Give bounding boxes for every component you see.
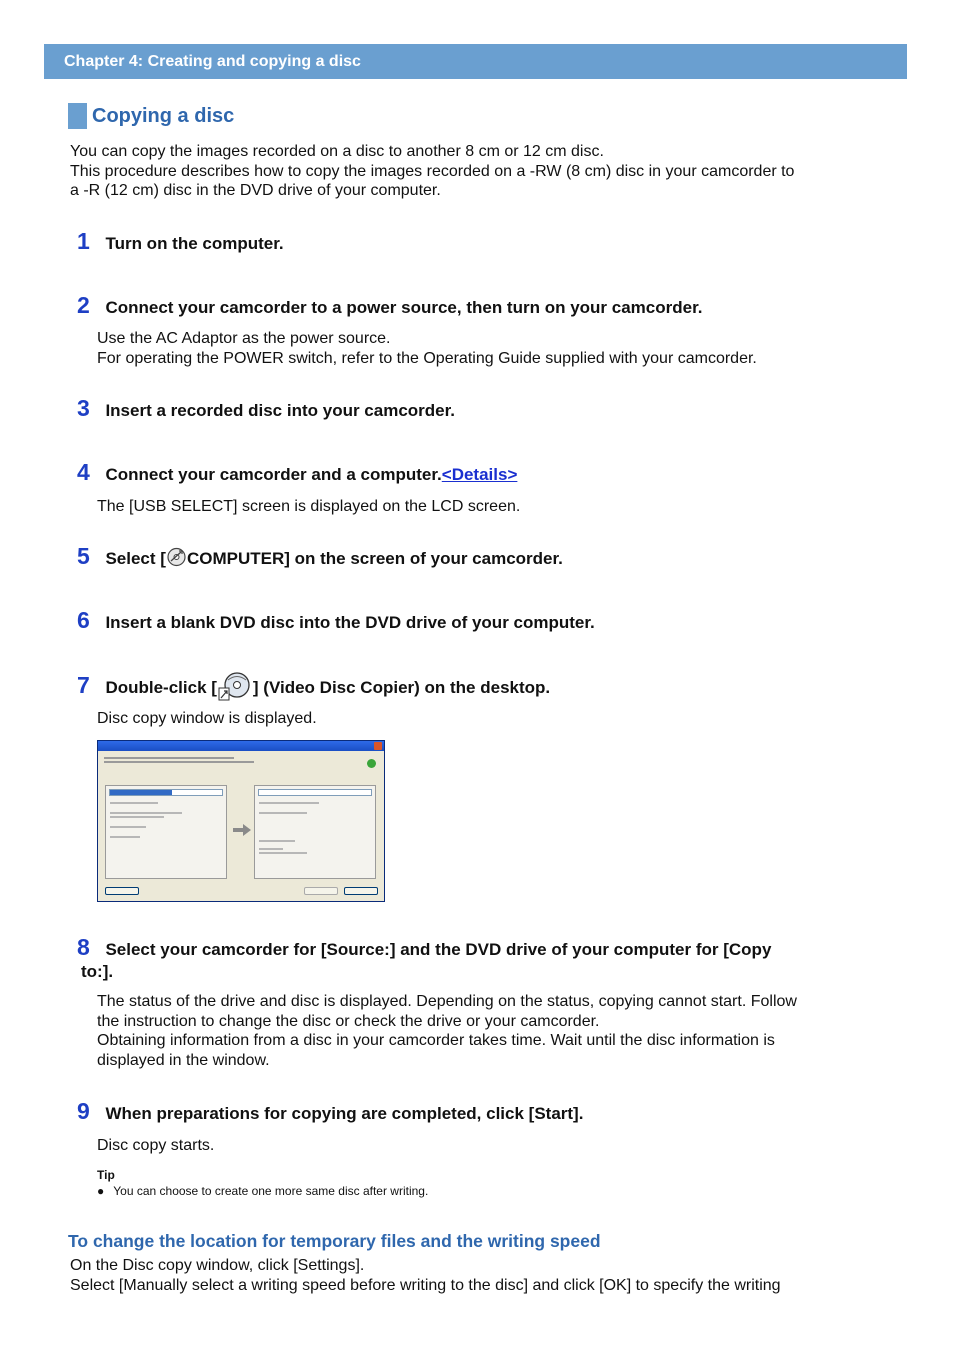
computer-disc-icon <box>166 547 187 572</box>
outro-line: Select [Manually select a writing speed before writing to the disc] and click [OK] to specify the writing <box>70 1277 781 1294</box>
outro-paragraph <box>70 1256 890 1296</box>
step-2 <box>77 292 887 319</box>
step-title-line-1: Select your camcorder for [Source:] and the DVD drive of your computer for [Copy <box>105 940 772 959</box>
step-8-body <box>97 992 887 1070</box>
details-link[interactable]: <Details> <box>441 465 518 484</box>
step-title-post: ] (Video Disc Copier) on the desktop. <box>252 677 551 697</box>
subheading: To change the location for temporary files and the writing speed <box>68 1231 601 1251</box>
section-title <box>68 103 234 129</box>
step-number: 3 <box>77 395 90 421</box>
step-9-body <box>97 1136 887 1156</box>
copy-to-pane <box>254 785 376 879</box>
arrow-right-icon <box>233 823 251 835</box>
step-9 <box>77 1098 887 1125</box>
chapter-header: Chapter 4: Creating and copying a disc <box>44 44 907 79</box>
window-instructions <box>98 751 384 767</box>
step-7 <box>77 671 887 706</box>
window-titlebar <box>98 741 384 751</box>
tip-label: Tip <box>97 1168 115 1182</box>
step-title: Insert a recorded disc into your camcorder. <box>105 401 456 420</box>
step-title: Connect your camcorder to a power source, then turn on your camcorder. <box>105 298 703 317</box>
step-1 <box>77 228 887 255</box>
step-title <box>105 465 517 484</box>
section-title-text: Copying a disc <box>92 104 235 127</box>
step-title <box>105 549 562 568</box>
body-line: Use the AC Adaptor as the power source. <box>97 330 391 347</box>
step-title: When preparations for copying are completed, click [Start]. <box>105 1104 584 1123</box>
copy-to-dropdown <box>258 789 372 796</box>
step-5 <box>77 543 887 572</box>
intro-line: You can copy the images recorded on a disc to another 8 cm or 12 cm disc. <box>70 143 604 160</box>
intro-line: This procedure describes how to copy the images recorded on a -RW (8 cm) disc in your camcorder to <box>70 162 795 180</box>
step-number: 2 <box>77 292 90 318</box>
intro-paragraph <box>70 142 890 201</box>
step-title: Insert a blank DVD disc into the DVD drive of your computer. <box>105 613 595 632</box>
step-title-pre: Double-click [ <box>105 677 217 697</box>
body-line: The [USB SELECT] screen is displayed on the LCD screen. <box>97 498 521 515</box>
bullet-icon: ● <box>97 1184 105 1198</box>
outro-line: On the Disc copy window, click [Settings]. <box>70 1257 365 1274</box>
body-line: displayed in the window. <box>97 1051 270 1069</box>
settings-button <box>105 887 139 895</box>
video-disc-copier-icon <box>217 671 253 706</box>
step-number: 1 <box>77 228 90 254</box>
step-3 <box>77 395 887 422</box>
step-number: 7 <box>77 671 90 698</box>
tip-item <box>97 1184 428 1198</box>
start-button <box>304 887 338 895</box>
step-6 <box>77 607 887 634</box>
step-title-text: Connect your camcorder and a computer. <box>105 465 442 484</box>
step-title: Turn on the computer. <box>105 234 284 253</box>
step-number: 6 <box>77 607 90 633</box>
step-8 <box>77 934 887 961</box>
tip-text: You can choose to create one more same disc after writing. <box>113 1184 429 1198</box>
body-line: Disc copy starts. <box>97 1137 215 1154</box>
help-icon <box>367 759 376 768</box>
step-number: 8 <box>77 934 90 960</box>
body-line: For operating the POWER switch, refer to the Operating Guide supplied with your camcorder. <box>97 349 757 367</box>
step-number: 9 <box>77 1098 90 1124</box>
source-pane <box>105 785 227 879</box>
step-number: 4 <box>77 459 90 485</box>
step-title-pre: Select [ <box>105 549 166 568</box>
body-line: The status of the drive and disc is displayed. Depending on the status, copying cannot start. Follow <box>97 993 797 1010</box>
source-dropdown <box>109 789 223 796</box>
section-marker <box>68 103 87 129</box>
step-4-body <box>97 497 887 517</box>
body-line: Obtaining information from a disc in your camcorder takes time. Wait until the disc information is <box>97 1032 775 1049</box>
step-7-body <box>97 709 887 729</box>
step-title <box>105 678 550 697</box>
step-number: 5 <box>77 543 90 569</box>
intro-line: a -R (12 cm) disc in the DVD drive of your computer. <box>70 182 441 199</box>
close-icon <box>374 742 382 750</box>
cancel-button <box>344 887 378 895</box>
disc-copy-window-screenshot <box>97 740 385 902</box>
body-line: Disc copy window is displayed. <box>97 710 317 727</box>
step-2-body <box>97 329 887 368</box>
step-title-post: COMPUTER] on the screen of your camcorder. <box>186 549 563 568</box>
body-line: the instruction to change the disc or check the drive or your camcorder. <box>97 1012 600 1030</box>
step-4 <box>77 459 887 486</box>
step-title-line-2: to:]. <box>81 962 114 981</box>
